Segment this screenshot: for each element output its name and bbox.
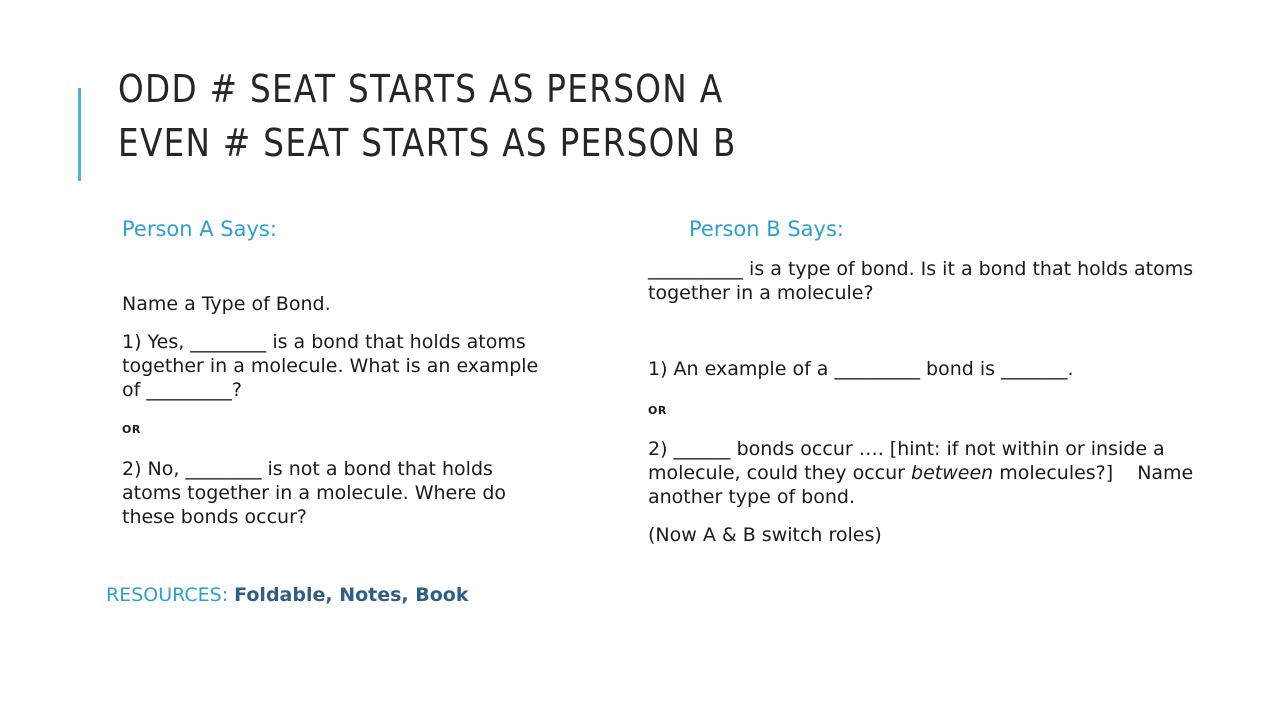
- title-line-2: EVEN # SEAT STARTS AS PERSON B: [118, 121, 737, 165]
- resources-items: Foldable, Notes, Book: [234, 584, 469, 606]
- person-a-prompt: Name a Type of Bond.: [122, 293, 331, 315]
- title-line-1: ODD # SEAT STARTS AS PERSON A: [118, 67, 724, 111]
- person-a-or-label: OR: [122, 423, 141, 436]
- person-b-prompt: __________ is a type of bond. Is it a bond that holds atoms together in a molecule?: [648, 258, 1194, 304]
- resources-line: [106, 583, 469, 607]
- person-a-heading: Person A Says:: [122, 217, 277, 241]
- person-b-option-1: 1) An example of a _________ bond is _______.: [648, 358, 1074, 380]
- person-b-switch-note: (Now A & B switch roles): [648, 524, 882, 546]
- slide-title: [118, 62, 1064, 170]
- person-a-column: [122, 216, 552, 529]
- person-a-option-1: 1) Yes, ________ is a bond that holds atoms together in a molecule. What is an example of _________?: [122, 331, 539, 401]
- person-a-option-2: 2) No, ________ is not a bond that holds atoms together in a molecule. Where do these bonds occur?: [122, 458, 507, 528]
- person-b-heading: Person B Says:: [689, 217, 844, 241]
- person-b-or-label: OR: [648, 404, 667, 417]
- person-b-option-2-end: molecules?]: [993, 462, 1114, 484]
- person-b-option-2-followup: Name another type of bond.: [648, 462, 1194, 508]
- person-b-option-2: [648, 437, 1208, 509]
- person-b-option-2-start: 2) ______ bonds occur …. [hint: if not within or inside a molecule, could they occur: [648, 438, 1165, 484]
- resources-label: RESOURCES:: [106, 584, 229, 606]
- title-accent-bar: [78, 88, 81, 181]
- person-b-column: [648, 216, 1208, 547]
- person-b-option-2-emphasis: between: [911, 462, 994, 484]
